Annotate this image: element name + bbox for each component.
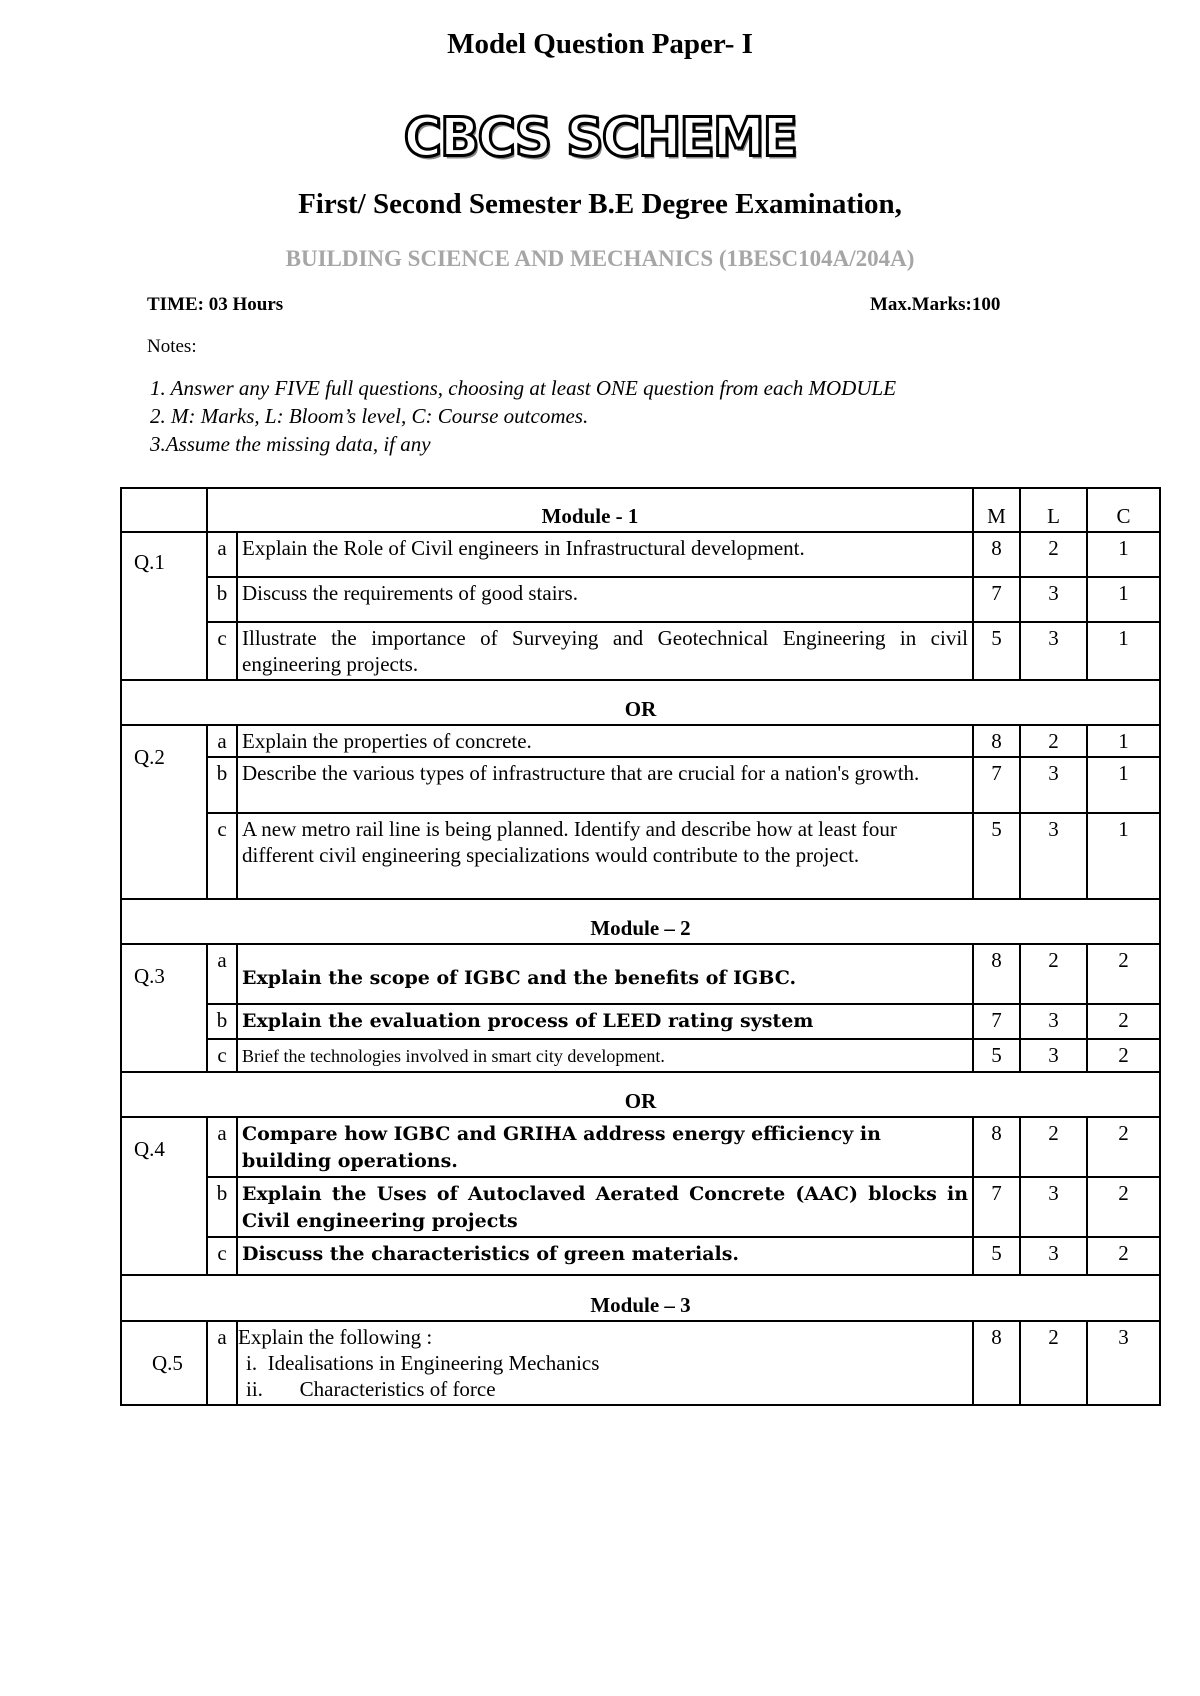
question-text: Describe the various types of infrastructure that are crucial for a nation's growth.	[237, 757, 973, 813]
blooms-level-value: 3	[1020, 1039, 1087, 1072]
blooms-level-value: 3	[1020, 1004, 1087, 1039]
marks-value: 8	[973, 725, 1020, 757]
course-outcome-value: 2	[1087, 1177, 1160, 1237]
question-number: Q.3	[121, 944, 207, 1072]
course-outcome-value: 2	[1087, 1004, 1160, 1039]
table-row	[121, 944, 1160, 1004]
blooms-level-value: 2	[1020, 725, 1087, 757]
marks-value: 5	[973, 1237, 1020, 1275]
blooms-level-value: 2	[1020, 532, 1087, 577]
column-header-c: C	[1087, 488, 1160, 532]
question-text-bold: Compare how IGBC and GRIHA address energy efficiency in building operations.	[242, 1123, 881, 1172]
question-text-small: Brief the technologies involved in smart city development.	[242, 1046, 665, 1066]
exam-duration: TIME: 03 Hours	[147, 294, 284, 315]
question-text: Explain the properties of concrete.	[237, 725, 973, 757]
marks-value: 8	[973, 1117, 1020, 1177]
question-text-bold: Explain the scope of IGBC and the benefits of IGBC.	[242, 967, 797, 989]
course-outcome-value: 1	[1087, 725, 1160, 757]
question-text-bold: Discuss the characteristics of green materials.	[242, 1243, 740, 1265]
question-text	[237, 1321, 973, 1405]
marks-value: 8	[973, 532, 1020, 577]
sub-question-letter: a	[207, 725, 237, 757]
max-marks: Max.Marks:100	[870, 294, 1001, 315]
question-table	[120, 487, 1161, 1406]
sub-question-letter: a	[207, 1117, 237, 1177]
question-text: A new metro rail line is being planned. Identify and describe how at least four different civil engineering specializations would contribute to the project.	[237, 813, 973, 899]
module-heading: Module - 1	[207, 488, 973, 532]
notes-list	[150, 374, 896, 458]
question-text	[237, 1177, 973, 1237]
table-row	[121, 577, 1160, 622]
table-row	[121, 757, 1160, 813]
blooms-level-value: 3	[1020, 622, 1087, 680]
sub-question-letter: c	[207, 1039, 237, 1072]
question-text: Discuss the requirements of good stairs.	[237, 577, 973, 622]
course-outcome-value: 1	[1087, 622, 1160, 680]
blooms-level-value: 3	[1020, 1177, 1087, 1237]
course-outcome-value: 2	[1087, 1117, 1160, 1177]
table-row	[121, 622, 1160, 680]
question-number: Q.5	[121, 1321, 207, 1405]
sub-question-letter: b	[207, 757, 237, 813]
subject-title: BUILDING SCIENCE AND MECHANICS (1BESC104A/204A)	[285, 246, 915, 271]
marks-value: 7	[973, 1004, 1020, 1039]
paper-title: Model Question Paper- I	[447, 28, 753, 60]
sub-question-letter: b	[207, 577, 237, 622]
sub-question-letter: b	[207, 1004, 237, 1039]
blooms-level-value: 3	[1020, 813, 1087, 899]
module-row	[121, 899, 1160, 944]
or-row	[121, 680, 1160, 725]
column-header-m: M	[973, 488, 1020, 532]
blooms-level-value: 3	[1020, 757, 1087, 813]
marks-value: 7	[973, 1177, 1020, 1237]
table-row	[121, 1321, 1160, 1405]
sub-question-letter: c	[207, 813, 237, 899]
table-row	[121, 532, 1160, 577]
question-text	[237, 1237, 973, 1275]
table-row	[121, 1039, 1160, 1072]
notes-label: Notes:	[147, 336, 197, 357]
marks-value: 5	[973, 622, 1020, 680]
module-heading: Module – 2	[121, 899, 1160, 944]
note-item: 3.Assume the missing data, if any	[150, 432, 431, 456]
blooms-level-value: 2	[1020, 1117, 1087, 1177]
marks-value: 7	[973, 577, 1020, 622]
course-outcome-value: 1	[1087, 757, 1160, 813]
module-heading: Module – 3	[121, 1275, 1160, 1321]
course-outcome-value: 1	[1087, 577, 1160, 622]
marks-value: 8	[973, 944, 1020, 1004]
sub-item: ii. Characteristics of force	[246, 1377, 496, 1401]
marks-value: 5	[973, 1039, 1020, 1072]
marks-value: 8	[973, 1321, 1020, 1405]
column-header-l: L	[1020, 488, 1087, 532]
question-text-intro: Explain the following :	[238, 1325, 433, 1349]
scheme-logo-text: CBCS SCHEME	[403, 107, 797, 169]
sub-question-letter: a	[207, 944, 237, 1004]
question-text	[237, 1039, 973, 1072]
or-row	[121, 1072, 1160, 1117]
table-row	[121, 1004, 1160, 1039]
question-text	[237, 1117, 973, 1177]
course-outcome-value: 2	[1087, 1039, 1160, 1072]
sub-question-letter: c	[207, 622, 237, 680]
marks-value: 5	[973, 813, 1020, 899]
question-number: Q.4	[121, 1117, 207, 1275]
exam-title: First/ Second Semester B.E Degree Examination,	[298, 188, 902, 220]
question-text: Explain the Role of Civil engineers in Infrastructural development.	[237, 532, 973, 577]
question-text	[237, 944, 973, 1004]
course-outcome-value: 2	[1087, 944, 1160, 1004]
blooms-level-value: 2	[1020, 1321, 1087, 1405]
note-item: 1. Answer any FIVE full questions, choosing at least ONE question from each MODULE	[150, 376, 897, 400]
blank-cell	[121, 488, 207, 532]
marks-value: 7	[973, 757, 1020, 813]
course-outcome-value: 2	[1087, 1237, 1160, 1275]
table-row	[121, 1237, 1160, 1275]
course-outcome-value: 1	[1087, 813, 1160, 899]
sub-question-letter: b	[207, 1177, 237, 1237]
sub-item: i. Idealisations in Engineering Mechanics	[246, 1351, 600, 1375]
table-row	[121, 725, 1160, 757]
question-text	[237, 1004, 973, 1039]
table-row	[121, 1117, 1160, 1177]
table-header-row	[121, 488, 1160, 532]
table-row	[121, 1177, 1160, 1237]
question-text: Illustrate the importance of Surveying and Geotechnical Engineering in civil engineering projects.	[237, 622, 973, 680]
question-text-bold: Explain the Uses of Autoclaved Aerated Concrete (AAC) blocks in Civil engineering projects	[242, 1183, 969, 1232]
or-separator: OR	[121, 1072, 1160, 1117]
table-row	[121, 813, 1160, 899]
note-item: 2. M: Marks, L: Bloom’s level, C: Course outcomes.	[150, 404, 589, 428]
blooms-level-value: 3	[1020, 577, 1087, 622]
sub-question-letter: a	[207, 532, 237, 577]
sub-question-letter: c	[207, 1237, 237, 1275]
sub-question-letter: a	[207, 1321, 237, 1405]
question-text-bold: Explain the evaluation process of LEED rating system	[242, 1010, 814, 1032]
question-number: Q.2	[121, 725, 207, 899]
course-outcome-value: 3	[1087, 1321, 1160, 1405]
blooms-level-value: 3	[1020, 1237, 1087, 1275]
question-number: Q.1	[121, 532, 207, 680]
blooms-level-value: 2	[1020, 944, 1087, 1004]
module-row	[121, 1275, 1160, 1321]
or-separator: OR	[121, 680, 1160, 725]
course-outcome-value: 1	[1087, 532, 1160, 577]
